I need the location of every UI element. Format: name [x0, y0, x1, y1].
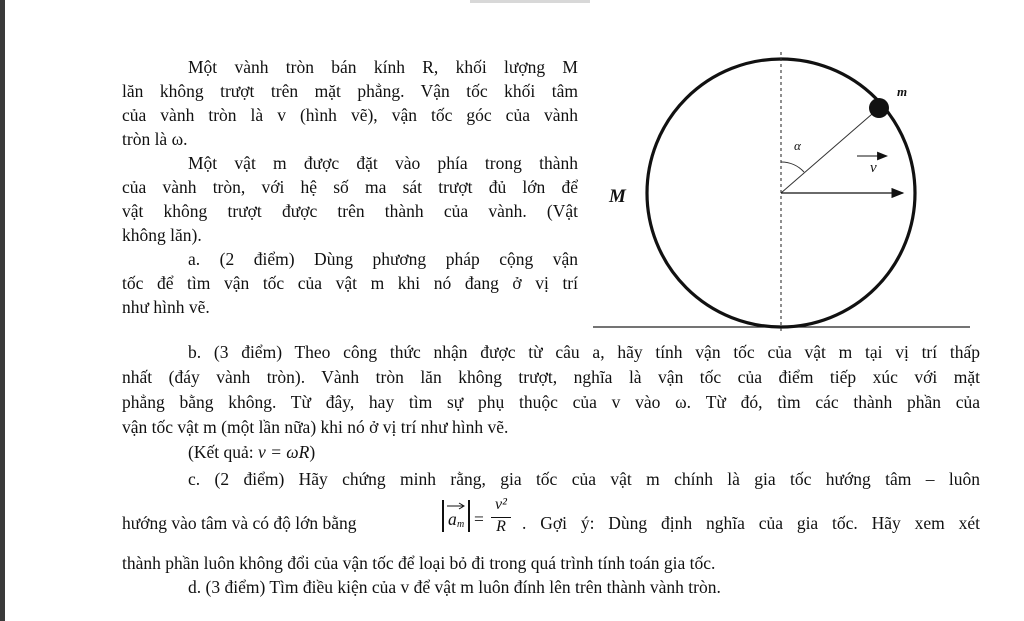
- intro-line-7: vật không trượt được trên thành của vành. (Vật: [122, 201, 578, 221]
- fraction-denominator: R: [496, 518, 506, 535]
- abs-bar-right: [468, 500, 470, 532]
- part-b-line-1: b. (3 điểm) Theo công thức nhận được từ câu a, hãy tính vận tốc của vật m tại vị trí thấp: [188, 342, 980, 362]
- accel-subscript: m: [457, 519, 465, 530]
- part-b-line-4: vận tốc vật m (một lần nữa) khi nó ở vị trí như hình vẽ.: [122, 417, 509, 437]
- intro-line-3: của vành tròn là v (hình vẽ), vận tốc góc của vành: [122, 105, 578, 125]
- part-b-line-3: phẳng bằng không. Từ đây, hay tìm sự phụ thuộc của v vào ω. Từ đó, tìm các thành phần của: [122, 392, 980, 412]
- accel-symbol: a: [448, 509, 457, 529]
- mass-m-dot: [869, 98, 889, 118]
- part-a-line-1: a. (2 điểm) Dùng phương pháp cộng vận: [188, 249, 578, 269]
- abs-bar-left: [442, 500, 444, 532]
- figure-svg: [585, 40, 985, 340]
- part-a-line-2: tốc để tìm vận tốc của vật m khi nó đang ở vị trí: [122, 273, 578, 293]
- label-alpha: α: [794, 138, 801, 153]
- top-edge-shadow: [470, 0, 590, 3]
- result-label: (Kết quả:: [188, 442, 254, 462]
- intro-line-5: Một vật m được đặt vào phía trong thành: [188, 153, 578, 173]
- intro-line-8: không lăn).: [122, 225, 202, 245]
- part-c-line-3: thành phần luôn không đổi của vận tốc để loại bỏ đi trong quá trình tính toán gia tốc.: [122, 553, 716, 573]
- label-v: v: [870, 160, 877, 176]
- intro-line-2: lăn không trượt trên mặt phẳng. Vận tốc khối tâm: [122, 81, 578, 101]
- label-small-m: m: [897, 84, 908, 99]
- part-c-line-2-before: hướng vào tâm và có độ lớn bằng: [122, 513, 357, 533]
- part-d-line: d. (3 điểm) Tìm điều kiện của v để vật m luôn đính lên trên thành vành tròn.: [188, 577, 721, 597]
- intro-line-1: Một vành tròn bán kính R, khối lượng M: [188, 57, 578, 77]
- part-b-line-2: nhất (đáy vành tròn). Vành tròn lăn không trượt, nghĩa là vận tốc của điểm tiếp xúc với mặt: [122, 367, 980, 387]
- intro-line-6: của vành tròn, với hệ số ma sát trượt đủ lớn để: [122, 177, 578, 197]
- alpha-arc: [781, 162, 804, 172]
- equals-sign: =: [474, 509, 484, 529]
- rolling-ring-figure: [585, 40, 985, 340]
- label-big-M: M: [609, 186, 626, 207]
- part-a-line-3: như hình vẽ.: [122, 297, 210, 317]
- centripetal-formula: [442, 496, 520, 540]
- part-c-line-2-after: . Gợi ý: Dùng định nghĩa của gia tốc. Hãy xem xét: [522, 513, 980, 533]
- result-line: [188, 441, 315, 463]
- part-c-line-1: c. (2 điểm) Hãy chứng minh rằng, gia tốc của vật m chính là gia tốc hướng tâm – luôn: [188, 469, 980, 489]
- fraction-numerator: v²: [495, 496, 507, 513]
- intro-line-4: tròn là ω.: [122, 129, 188, 149]
- result-formula: v = ωR: [257, 442, 310, 462]
- left-edge-shadow: [0, 0, 5, 621]
- result-close: ): [309, 442, 316, 462]
